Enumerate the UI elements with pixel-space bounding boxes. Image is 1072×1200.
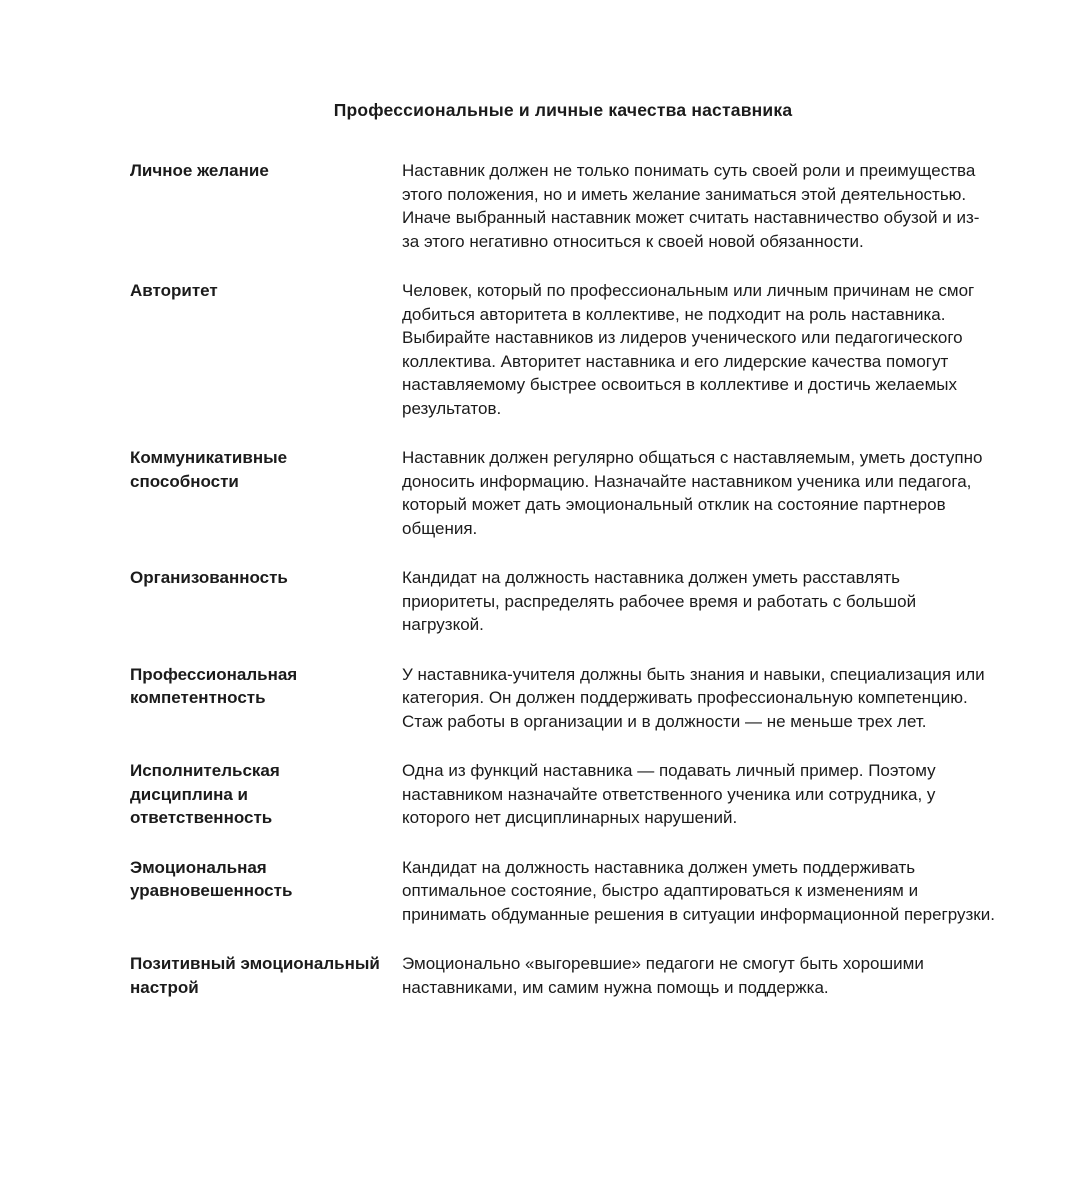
page-title: Профессиональные и личные качества наставника	[333, 100, 793, 120]
quality-description: Кандидат на должность наставника должен уметь расставлять приоритеты, распределять рабочее время и работать с большой нагрузкой.	[402, 568, 917, 634]
quality-description: У наставника-учителя должны быть знания и навыки, специализация или категория. Он должен поддерживать профессиональную компетенцию. Стаж работы в организации и в должности — не меньше трех лет.	[402, 664, 985, 731]
quality-description: Наставник должен регулярно общаться с наставляемым, уметь доступно доносить информацию. Назначайте наставником ученика или педагога, который может дать эмоциональный отклик на состояние партнеров общения.	[402, 448, 983, 538]
quality-description: Человек, который по профессиональным или личным причинам не смог добиться авторитета в коллективе, не подходит на роль наставника. Выбирайте наставников из лидеров ученического или педагогического коллектива. Авторитет наставника и его лидерские качества помогут наставляемому быстрее освоиться в коллективе и достичь желаемых результатов.	[402, 281, 975, 418]
quality-term: Позитивный эмоциональный настрой	[130, 954, 380, 997]
table-row	[130, 952, 996, 999]
table-row	[130, 759, 996, 830]
quality-description: Одна из функций наставника — подавать личный пример. Поэтому наставником назначайте ответственного ученика или сотрудника, у которого нет дисциплинарных нарушений.	[402, 761, 936, 827]
quality-term: Личное желание	[130, 161, 269, 180]
quality-description: Эмоционально «выгоревшие» педагоги не смогут быть хорошими наставниками, им самим нужна помощь и поддержка.	[402, 954, 924, 997]
table-row	[130, 566, 996, 637]
document-content	[130, 100, 996, 999]
quality-term: Эмоциональная уравновешенность	[130, 857, 293, 900]
quality-description: Наставник должен не только понимать суть своей роли и преимущества этого положения, но и иметь желание заниматься этой деятельностью. Иначе выбранный наставник может считать наставничество обузой и из-за этого негативно относиться к своей новой обязанности.	[402, 161, 980, 251]
quality-term: Профессиональная компетентность	[130, 664, 298, 707]
quality-term: Авторитет	[130, 281, 218, 300]
table-row	[130, 279, 996, 420]
table-row	[130, 856, 996, 927]
qualities-table	[130, 159, 996, 999]
quality-description: Кандидат на должность наставника должен уметь поддерживать оптимальное состояние, быстро адаптироваться к изменениям и принимать обдуманные решения в ситуации информационной перегрузки.	[402, 857, 995, 924]
table-row	[130, 446, 996, 540]
table-row	[130, 663, 996, 734]
quality-term: Организованность	[130, 568, 288, 587]
quality-term: Исполнительская дисциплина и ответственность	[130, 761, 280, 827]
table-row	[130, 159, 996, 253]
quality-term: Коммуникативные способности	[130, 448, 288, 491]
